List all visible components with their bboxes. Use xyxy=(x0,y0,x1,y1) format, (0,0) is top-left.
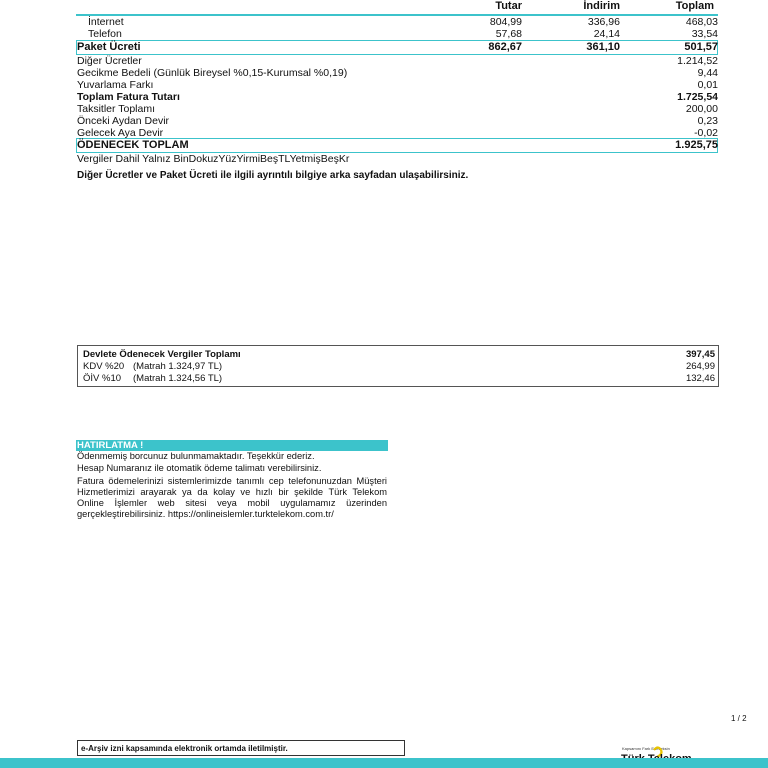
page-number: 1 / 2 xyxy=(731,714,747,723)
logo-tagline: Kapsamını Fark Edeceksin xyxy=(622,746,670,751)
tax-summary-box xyxy=(77,345,719,387)
reminder-line-3: Fatura ödemelerinizi sistemlerimizde tanımlı cep telefonunuzdan Müşteri Hizmetlerimizi arayarak ya da kolay ve hızlı bir şekilde Türk Telekom Online İşlemler web sitesi veya mobil uygulamamız üzerinden gerçekleştirebilirsiniz. https://onlineislemler.turktelekom.com.tr/ xyxy=(77,476,387,519)
payable-total-row: ÖDENECEK TOPLAM 1.925,75 xyxy=(77,139,718,151)
service-row-telefon: Telefon 57,68 24,14 33,54 xyxy=(88,28,718,40)
amount-in-words: Vergiler Dahil Yalnız BinDokuzYüzYirmiBeşTLYetmişBeşKr xyxy=(77,153,350,165)
line-gecikme-bedeli: Gecikme Bedeli (Günlük Bireysel %0,15-Kurumsal %0,19) 9,44 xyxy=(77,67,718,79)
package-fee-row: Paket Ücreti 862,67 361,10 501,57 xyxy=(77,41,718,53)
tax-total-row: Devlete Ödenecek Vergiler Toplamı 397,45 xyxy=(83,349,715,360)
header-indirim: İndirim xyxy=(583,0,620,12)
bottom-accent-band xyxy=(0,758,768,768)
invoice-total-row: Toplam Fatura Tutarı 1.725,54 xyxy=(77,91,718,103)
tax-row-oiv: ÖİV %10 (Matrah 1.324,56 TL) 132,46 xyxy=(83,373,715,384)
header-toplam: Toplam xyxy=(675,0,714,12)
reminder-line-1: Ödenmemiş borcunuz bulunmamaktadır. Teşekkür ederiz. xyxy=(77,451,315,461)
header-tutar: Tutar xyxy=(495,0,522,12)
line-yuvarlama-farki: Yuvarlama Farkı 0,01 xyxy=(77,79,718,91)
info-note: Diğer Ücretler ve Paket Ücreti ile ilgili ayrıntılı bilgiye arka sayfadan ulaşabilirsiniz. xyxy=(77,170,469,181)
line-gelecek-devir: Gelecek Aya Devir -0,02 xyxy=(77,127,718,139)
reminder-title: HATIRLATMA ! xyxy=(76,440,388,451)
line-onceki-devir: Önceki Aydan Devir 0,23 xyxy=(77,115,718,127)
e-archive-note: e-Arşiv izni kapsamında elektronik ortamda iletilmiştir. xyxy=(77,740,405,756)
service-row-internet: İnternet 804,99 336,96 468,03 xyxy=(88,16,718,28)
reminder-line-2: Hesap Numaranız ile otomatik ödeme talimatı verebilirsiniz. xyxy=(77,463,322,473)
line-taksitler: Taksitler Toplamı 200,00 xyxy=(77,103,718,115)
column-headers xyxy=(77,0,718,14)
tax-row-kdv: KDV %20 (Matrah 1.324,97 TL) 264,99 xyxy=(83,361,715,372)
line-diger-ucretler: Diğer Ücretler 1.214,52 xyxy=(77,55,718,67)
